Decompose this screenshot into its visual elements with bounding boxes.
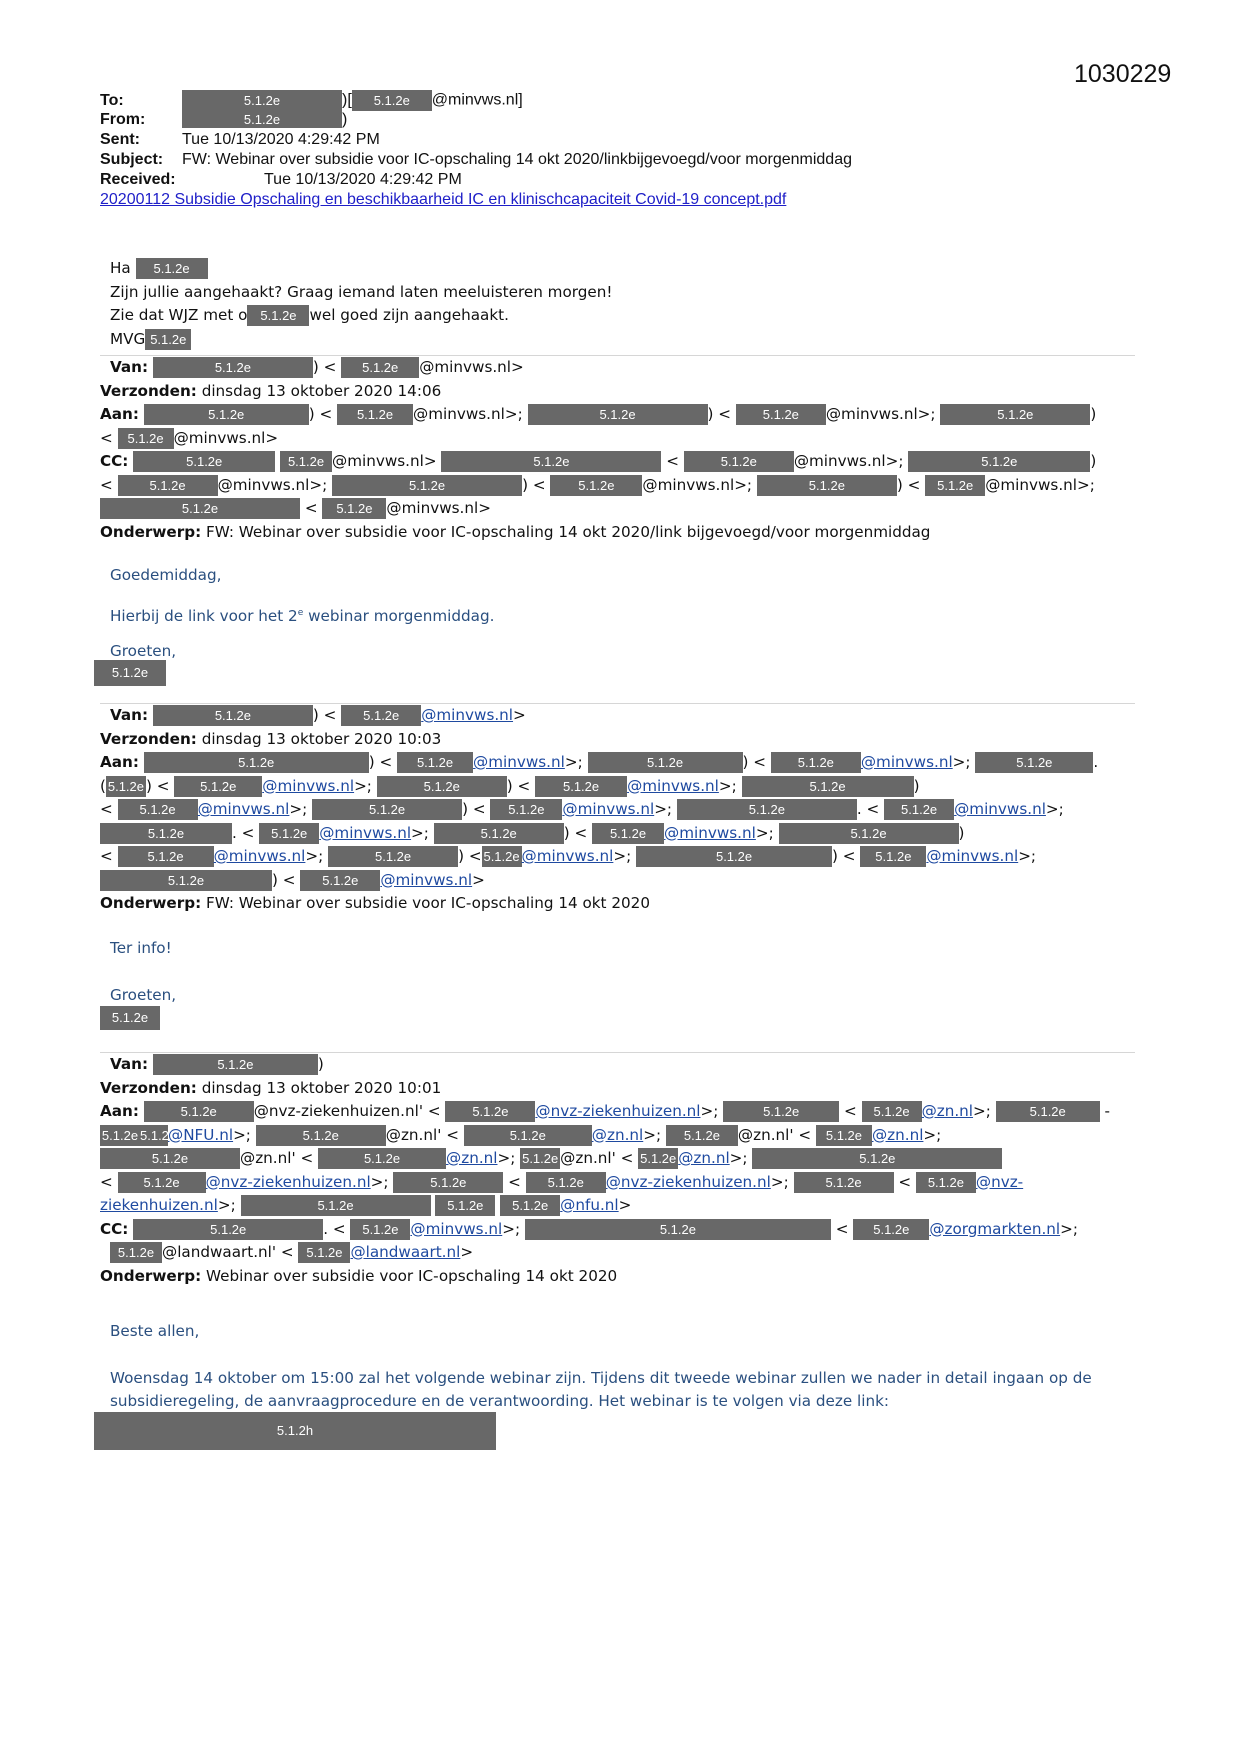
- redaction: 5.1.2e: [925, 475, 985, 496]
- redaction: 5.1.2e: [118, 475, 218, 496]
- redaction: 5.1.2e: [638, 1148, 678, 1169]
- redaction: 5.1.2e: [352, 90, 432, 111]
- redaction: 5.1.2e: [100, 823, 232, 844]
- header-from-row: From: 5.1.2e ): [100, 111, 348, 128]
- redaction: 5.1.2e: [435, 1195, 495, 1216]
- redaction: 5.1.2e: [241, 1195, 431, 1216]
- redaction: 5.1.2e: [908, 451, 1090, 472]
- redaction: 5.1.2e: [350, 1219, 410, 1240]
- header-sent-row: Sent: Tue 10/13/2020 4:29:42 PM: [100, 131, 380, 148]
- mail1-closing: Groeten,: [110, 642, 177, 660]
- redaction: 5.1.2e: [100, 1125, 140, 1146]
- mail3-greeting: Beste allen,: [110, 1322, 200, 1340]
- attachment-link-row: [100, 190, 786, 210]
- redaction: 5.1.2e: [100, 498, 300, 519]
- redaction: 5.1.2e: [377, 776, 507, 797]
- redaction: 5.1.2e: [337, 404, 413, 425]
- redaction: 5.1.2e: [588, 752, 743, 773]
- redaction: 5.1.2e: [397, 752, 473, 773]
- redaction: 5.1.2e: [723, 1101, 839, 1122]
- redaction: 5.1.2e: [520, 1148, 560, 1169]
- redaction: 5.1.2e: [884, 799, 954, 820]
- mail3-body: Woensdag 14 oktober om 15:00 zal het volgende webinar zijn. Tijdens dit tweede webinar zullen we nader in detail ingaan op de subsidieregeling, de aanvraagprocedure en de verantwoording. Het webinar is te volgen via deze link:: [110, 1369, 1092, 1410]
- redaction: 5.1.2e: [153, 705, 313, 726]
- redaction: 5.1.2e: [684, 451, 794, 472]
- redaction: 5.1.2e: [145, 329, 191, 350]
- redaction: 5.1.2e: [94, 660, 166, 686]
- redaction: 5.1.2e: [106, 776, 146, 797]
- redaction: 5.1.2e: [940, 404, 1090, 425]
- redaction: 5.1.2e: [133, 1219, 323, 1240]
- redaction: 5.1.2e: [247, 305, 309, 326]
- header-subject-row: Subject: FW: Webinar over subsidie voor IC-opschaling 14 okt 2020/linkbijgevoegd/voor morgenmiddag: [100, 151, 852, 168]
- redaction: 5.1.2e: [118, 1172, 206, 1193]
- redaction: 5.1.2e: [434, 823, 564, 844]
- header-to-row: To: 5.1.2e )[ 5.1.2e @minvws.nl]: [100, 90, 523, 111]
- redaction: 5.1.2e: [259, 823, 319, 844]
- redaction: 5.1.2e: [144, 752, 369, 773]
- redaction: 5.1.2e: [853, 1219, 929, 1240]
- redaction: 5.1.2e: [136, 258, 208, 279]
- redaction: 5.1.2e: [144, 404, 309, 425]
- redaction: 5.1.2e: [757, 475, 897, 496]
- redaction: 5.1.2e: [535, 776, 627, 797]
- redaction: 5.1.2e: [736, 404, 826, 425]
- redaction: 5.1.2e: [677, 799, 857, 820]
- redaction: 5.1.2e: [996, 1101, 1100, 1122]
- redaction: 5.1.2e: [862, 1101, 922, 1122]
- redaction: 5.1.2e: [860, 846, 926, 867]
- mail1-body: Hierbij de link voor het 2e webinar morgenmiddag.: [110, 607, 495, 626]
- redaction: 5.1.2e: [300, 870, 380, 891]
- mail2-closing: Groeten,: [110, 986, 177, 1004]
- redaction: 5.1.2e: [525, 1219, 831, 1240]
- redaction: 5.1.2e: [182, 90, 342, 111]
- mail1-headers: Van: 5.1.2e ) < 5.1.2e @minvws.nl> Verzonden: dinsdag 13 oktober 2020 14:06 Aan: 5.1.2e ) < 5.1.2e @minvws.nl>; 5.1.2e ) < 5.1.2e @minvws.nl>; 5.1.2e ) < 5.1.2e @minvws.nl> CC: 5.1.2e 5.1.2e @minvws.nl> 5.1.2e < 5.1.2e @minvws.nl>; 5.1.2e ) < 5.1.2e @minvws.nl>; 5.1.2e ) < 5.1.2e @minvws.nl>; 5.1.2e ) < 5.1.2e @minvws.nl>; 5.1.2e < 5.1.2e @minvws.nl> Onderwerp: FW: Webinar over subsidie voor IC-opschaling 14 okt 2020/link bijgevoegd/voor morgenmiddag: [100, 358, 1097, 541]
- redaction: 5.1.2e: [118, 799, 198, 820]
- redaction: 5.1.2e: [118, 846, 214, 867]
- redaction: 5.1.2e: [144, 1101, 254, 1122]
- redaction: 5.1.2e: [779, 823, 959, 844]
- redaction: 5.1.2e: [752, 1148, 1002, 1169]
- redaction: 5.1.2e: [666, 1125, 738, 1146]
- redaction: 5.1.2e: [100, 1006, 160, 1030]
- mail3-headers: Van: 5.1.2e ) Verzonden: dinsdag 13 oktober 2020 10:01 Aan: 5.1.2e @nvz-ziekenhuizen.nl' < 5.1.2e @nvz-ziekenhuizen.nl>; 5.1.2e < 5.1.2e @zn.nl>; 5.1.2e - 5.1.2e 5.1.2e@NFU.nl>; 5.1.2e @zn.nl' < 5.1.2e @zn.nl>; 5.1.2e @zn.nl' < 5.1.2e @zn.nl>; 5.1.2e @zn.nl' < 5.1.2e @zn.nl>; 5.1.2e @zn.nl' < 5.1.2e @zn.nl>; 5.1.2e < 5.1.2e @nvz-ziekenhuizen.nl>; 5.1.2e < 5.1.2e @nvz-ziekenhuizen.nl>; 5.1.2e < 5.1.2e @nvz- ziekenhuizen.nl>; 5.1.2e 5.1.2e 5.1.2e @nfu.nl> CC: 5.1.2e . < 5.1.2e @minvws.nl>; 5.1.2e < 5.1.2e @zorgmarkten.nl>; 5.1.2e @landwaart.nl' < 5.1.2e @landwaart.nl> Onderwerp: Webinar over subsidie voor IC-opschaling 14 okt 2020: [100, 1055, 1111, 1285]
- mail2-body: Ter info!: [110, 939, 172, 957]
- redaction: 5.1.2e: [445, 1101, 535, 1122]
- redaction: 5.1.2e: [771, 752, 861, 773]
- redaction: 5.1.2e: [916, 1172, 976, 1193]
- redaction: 5.1.2e: [528, 404, 708, 425]
- redacted-link: 5.1.2h: [94, 1412, 496, 1450]
- redaction: 5.1.2e: [500, 1195, 560, 1216]
- header-received-row: Received: Tue 10/13/2020 4:29:42 PM: [100, 171, 462, 188]
- redaction: 5.1.2e: [332, 475, 522, 496]
- redaction: 5.1.2e: [153, 1054, 318, 1075]
- redaction: 5.1.2e: [742, 776, 914, 797]
- redaction: 5.1.2e: [441, 451, 661, 472]
- redaction: 5.1.2e: [110, 1242, 162, 1263]
- redaction: 5.1.2e: [322, 498, 386, 519]
- redaction: 5.1.2e: [100, 1148, 240, 1169]
- redaction: 5.1.2e: [182, 111, 342, 128]
- redaction: 5.1.2e: [816, 1125, 872, 1146]
- redaction: 5.1.2e: [318, 1148, 446, 1169]
- redaction: 5.1.2e: [174, 776, 262, 797]
- redaction: 5.1.2e: [393, 1172, 503, 1193]
- redaction: 5.1.2e: [328, 846, 458, 867]
- redaction: 5.1.2e: [975, 752, 1093, 773]
- intro-message: Ha 5.1.2e Zijn jullie aangehaakt? Graag iemand laten meeluisteren morgen! Zie dat WJZ met o 5.1.2e wel goed zijn aangehaakt. MVG 5.1.2e: [110, 259, 613, 348]
- redaction: 5.1.2e: [118, 428, 174, 449]
- redaction: 5.1.2e: [341, 705, 421, 726]
- redaction: 5.1.2e: [133, 451, 275, 472]
- attachment-link[interactable]: 20200112 Subsidie Opschaling en beschikbaarheid IC en klinischcapaciteit Covid-19 concept.pdf: [100, 191, 787, 208]
- document-number: 1030229: [1074, 60, 1172, 88]
- redaction: 5.1.2e: [341, 357, 419, 378]
- redaction: 5.1.2e: [140, 1125, 168, 1146]
- mail1-greeting: Goedemiddag,: [110, 566, 222, 584]
- redaction: 5.1.2e: [482, 846, 522, 867]
- redaction: 5.1.2e: [794, 1172, 894, 1193]
- redaction: 5.1.2e: [312, 799, 462, 820]
- redaction: 5.1.2e: [526, 1172, 606, 1193]
- mail2-headers: Van: 5.1.2e ) < 5.1.2e @minvws.nl> Verzonden: dinsdag 13 oktober 2020 10:03 Aan: 5.1.2e ) < 5.1.2e @minvws.nl>; 5.1.2e ) < 5.1.2e @minvws.nl>; 5.1.2e . ( 5.1.2e ) < 5.1.2e @minvws.nl>; 5.1.2e ) < 5.1.2e @minvws.nl>; 5.1.2e ) < 5.1.2e @minvws.nl>; 5.1.2e ) < 5.1.2e @minvws.nl>; 5.1.2e . < 5.1.2e @minvws.nl>; 5.1.2e . < 5.1.2e @minvws.nl>; 5.1.2e ) < 5.1.2e @minvws.nl>; 5.1.2e ) < 5.1.2e @minvws.nl>; 5.1.2e ) < 5.1.2e @minvws.nl>; 5.1.2e ) < 5.1.2e @minvws.nl>; 5.1.2e ) < 5.1.2e @minvws.nl> Onderwerp: FW: Webinar over subsidie voor IC-opschaling 14 okt 2020: [100, 706, 1099, 912]
- redaction: 5.1.2e: [256, 1125, 386, 1146]
- redaction: 5.1.2e: [100, 870, 272, 891]
- redaction: 5.1.2e: [550, 475, 642, 496]
- redaction: 5.1.2e: [464, 1125, 592, 1146]
- redaction: 5.1.2e: [490, 799, 562, 820]
- redaction: 5.1.2e: [298, 1242, 350, 1263]
- redaction: 5.1.2e: [280, 451, 332, 472]
- redaction: 5.1.2e: [636, 846, 832, 867]
- redaction: 5.1.2e: [592, 823, 664, 844]
- redaction: 5.1.2e: [153, 357, 313, 378]
